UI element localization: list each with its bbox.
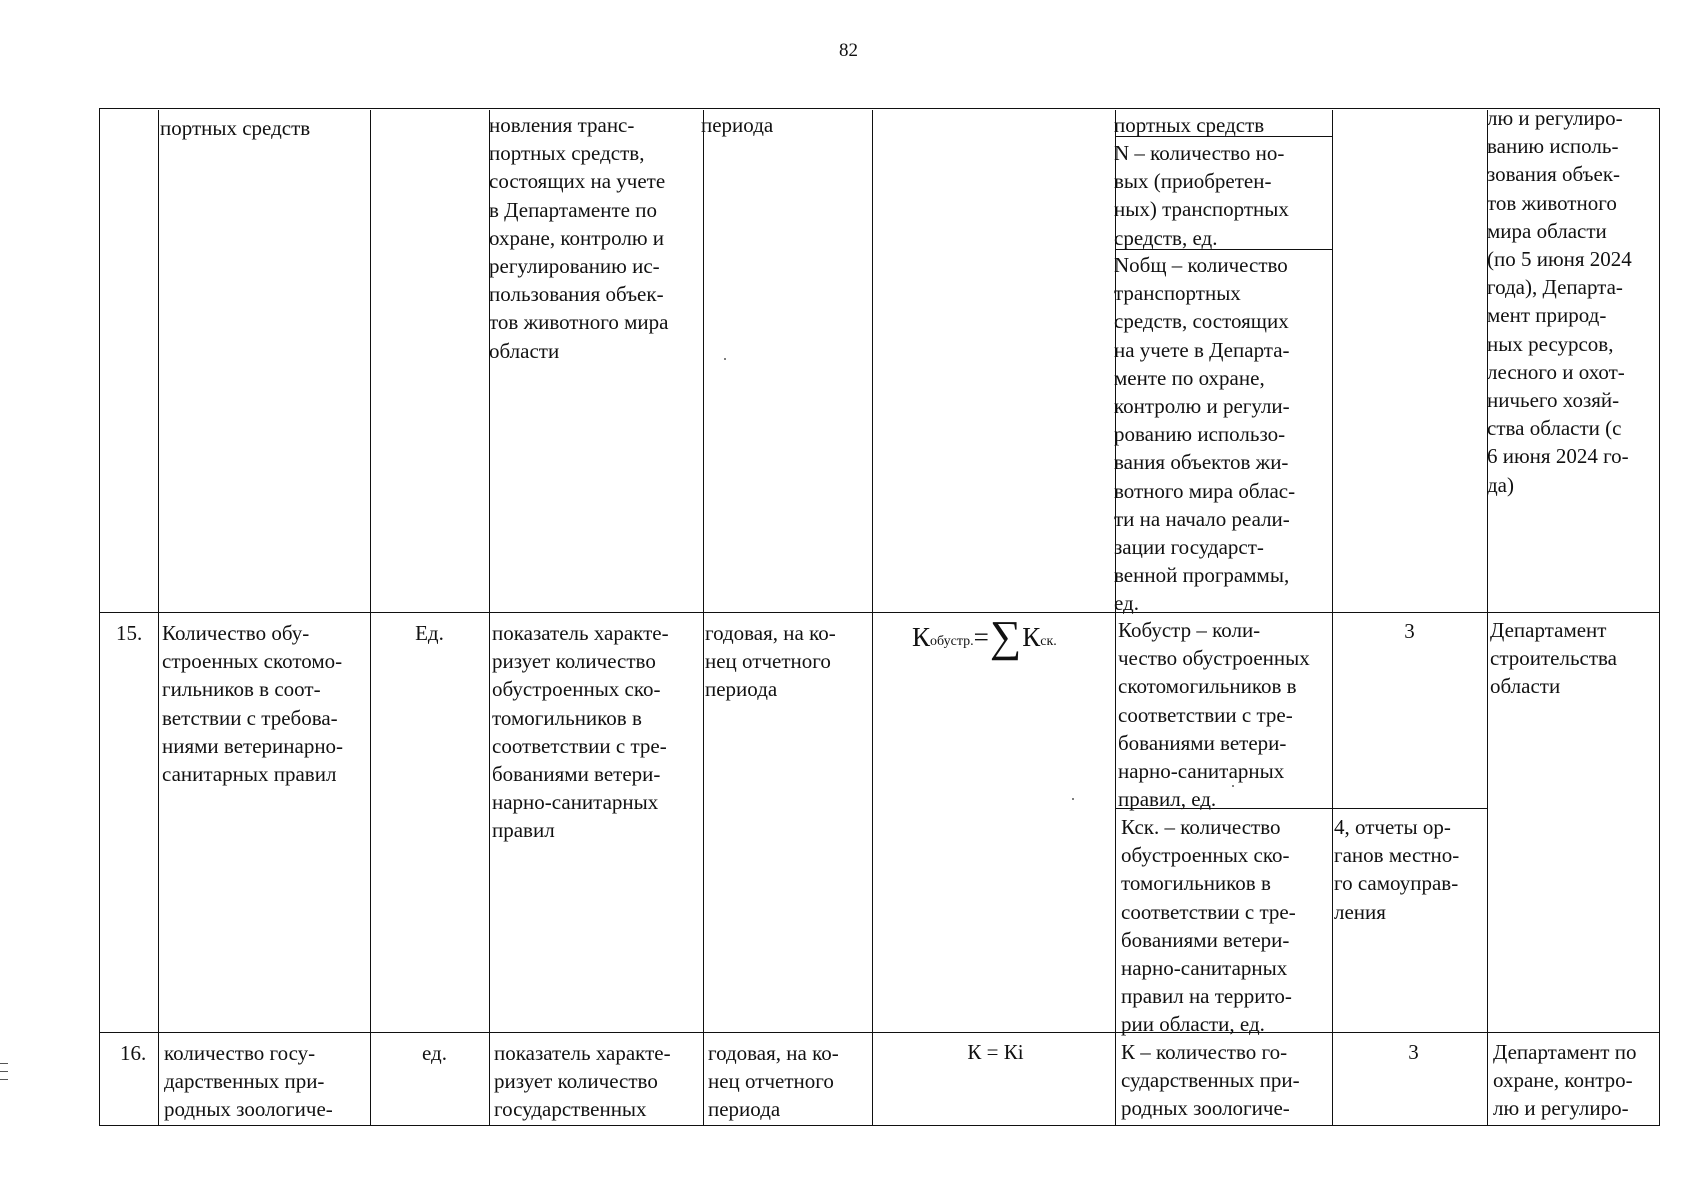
page-number: 82 [839,40,858,61]
row16-number: 16. [120,1041,147,1065]
row16-variable: К – количество го- сударственных при- родных зоологиче- [1121,1040,1300,1121]
row15-definition: показатель характе- ризует количество обустроенных ско- томогильников в соответствии с тре- бованиями ветери- нарно-санитарных правил [492,621,669,843]
row15-responsible: Департамент строительства области [1490,618,1618,699]
cont-variable-ntotal: Nобщ – количество транспортных средств, состоящих на учете в Департа- менте по охране, контролю и регули- рованию использо- вания объектов жи- вотного мира облас- ти на начало реали- зации государст- венной программы, ед. [1114,253,1296,616]
row15-number: 15. [116,621,143,645]
cont-variable-a: портных средств [1114,113,1265,137]
cont-definition: новления транс- портных средств, состоящих на учете в Департаменте по охране, контролю и регулированию ис- пользования объек- тов животного мира области [489,113,669,363]
row16-periodicity: годовая, на ко- нец отчетного периода [708,1041,839,1122]
row16-indicator: количество госу- дарственных при- родных зоологиче- [164,1041,333,1122]
row16-responsible: Департамент по охране, контро- лю и регулиро- [1493,1040,1637,1121]
formula-rhs-subscript: ск. [1040,634,1057,649]
row16-source: 3 [1408,1040,1419,1064]
row15-unit: Ед. [415,621,444,645]
row16-definition: показатель характе- ризует количество государственных [494,1041,671,1122]
row15-indicator: Количество обу- строенных скотомо- гильников в соот- ветствии с требова- ниями ветеринарно- санитарных правил [162,621,344,787]
row-divider [99,612,1660,613]
formula-lhs-subscript: обустр. [930,634,974,649]
formula-lhs: К [912,622,931,652]
column-divider [703,110,704,1125]
row15-source-local: 4, отчеты ор- ганов местно- го самоуправ- ления [1334,815,1460,924]
formula-equals: = [973,622,989,652]
row15-periodicity: годовая, на ко- нец отчетного периода [705,621,836,702]
column-divider [158,110,159,1125]
row15-variable-ksk: Кск. – количество обустроенных ско- томогильников в соответствии с тре- бованиями ветери- нарно-санитарных правил на террито- рии области, ед. [1121,815,1296,1037]
cont-variable-n: N – количество но- вых (приобретен- ных) транспортных средств, ед. [1114,141,1289,250]
cont-periodicity: периода [701,113,774,137]
sum-sign: ∑ [989,612,1022,661]
column-divider [370,110,371,1125]
column-divider [872,110,873,1125]
row15-variable-total: Кобустр – коли- чество обустроенных скотомогильников в соответствии с тре- бованиями ветери- нарно-санитарных правил, ед. [1118,618,1310,812]
scan-speck [1072,798,1074,800]
row15-source-main: 3 [1404,619,1415,643]
row15-formula [912,612,1057,661]
cont-indicator: портных средств [160,116,311,140]
scan-margin-marks [0,1063,8,1089]
scan-speck [1232,785,1234,787]
scan-speck [724,358,726,360]
row16-unit: ед. [422,1041,447,1065]
cont-responsible: лю и регулиро- ванию исполь- зования объек- тов животного мира области (по 5 июня 2024 года), Департа- мент природ- ных ресурсов, лесного и охот- ничьего хозяй- ства области (с 6 июня 2024 го- да) [1487,106,1632,497]
formula-rhs: К [1022,622,1041,652]
row-divider [99,1032,1660,1033]
row16-formula: К = Кi [967,1040,1024,1064]
